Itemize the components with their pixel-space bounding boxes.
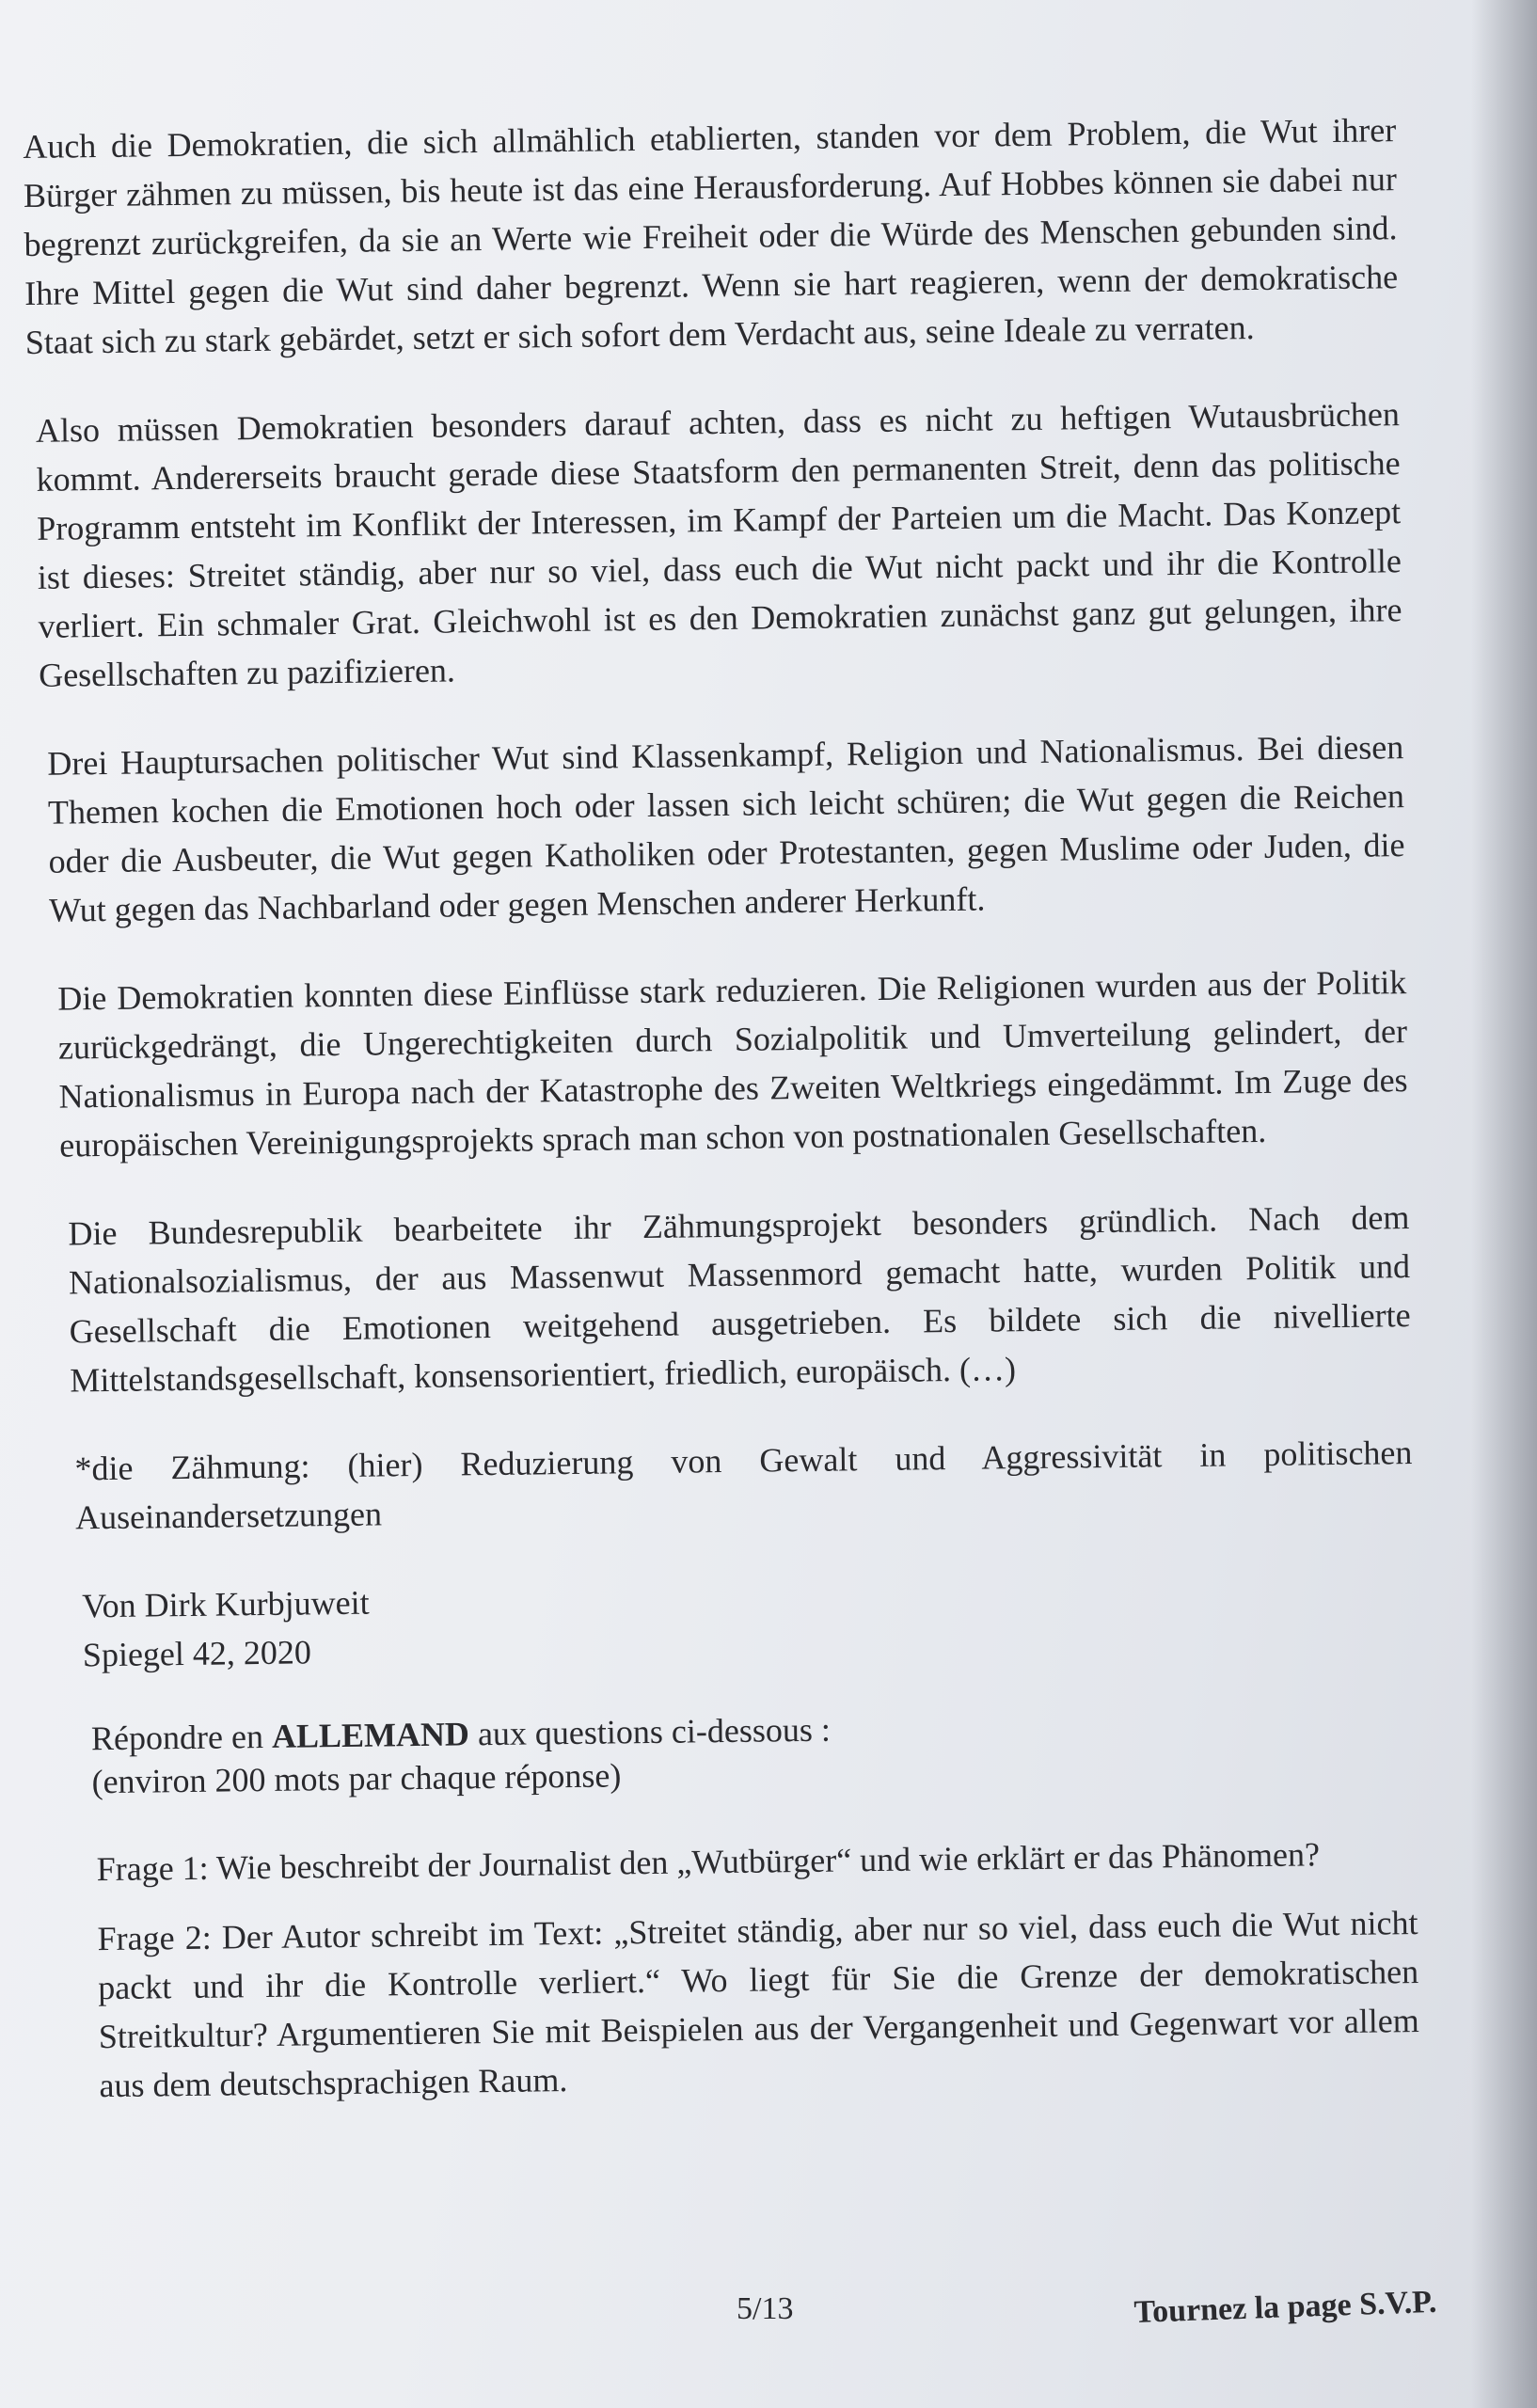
paragraph-5: Die Bundesrepublik bearbeitete ihr Zähmungsprojekt besonders gründlich. Nach dem Nationalsozialismus, der aus Massenwut Massenmord gemacht hatte, wurden Politik und Gesellschaft die Emotionen weitgehend ausgetrieben. Es bildete sich die nivellierte Mittelstandsgesellschaft, konsensorientiert, friedlich, europäisch. (…) [68, 1198, 1411, 1400]
paragraph-4: Die Demokratien konnten diese Einflüsse stark reduzieren. Die Religionen wurden aus der Politik zurückgedrängt, die Ungerechtigkeiten durch Sozialpolitik und Umverteilung gelindert, der Nationalismus in Europa nach der Katastrophe des Zweiten Weltkriegs eingedämmt. Im Zuge des europäischen Vereinigungsprojekts sprach man schon von postnationalen Gesellschaften. [57, 963, 1408, 1164]
paragraph-2: Also müssen Demokratien besonders darauf achten, dass es nicht zu heftigen Wutausbrüchen kommt. Andererseits braucht gerade diese Staatsform den permanenten Streit, denn das politische Programm entsteht im Konflikt der Interessen, im Kampf der Parteien um die Macht. Das Konzept ist dieses: Streitet ständig, aber nur so viel, dass euch die Wut nicht packt und ihr die Kontrolle verliert. Ein schmaler Grat. Gleichwohl ist es den Demokratien zunächst ganz gut gelungen, ihre Gesellschaften zu pazifizieren. [35, 395, 1402, 694]
turn-page-note: Tournez la page S.V.P. [1133, 2284, 1437, 2330]
page-number: 5/13 [737, 2291, 794, 2326]
paragraph-3: Drei Hauptursachen politischer Wut sind Klassenkampf, Religion und Nationalismus. Bei diesen Themen kochen die Emotionen hoch oder lassen sich leicht schüren; die Wut gegen die Reichen oder die Ausbeuter, die Wut gegen Katholiken oder Protestanten, gegen Muslime oder Juden, die Wut gegen das Nachbarland oder gegen Menschen anderer Herkunft. [47, 728, 1405, 929]
source-line: Spiegel 42, 2020 [82, 1633, 312, 1674]
instructions-note: (environ 200 mots par chaque réponse) [91, 1756, 622, 1801]
instructions-block [91, 1701, 1417, 1803]
instructions-prefix: Répondre en [90, 1717, 273, 1758]
question-2: Frage 2: Der Autor schreibt im Text: „Streitet ständig, aber nur so viel, dass euch die Wut nicht packt und ihr die Kontrolle verliert.“ Wo liegt für Sie die Grenze der demokratischen Streitkultur? Argumentieren Sie mit Beispielen aus der Vergangenheit und Gegenwart vor allem aus dem deutschsprachigen Raum. [97, 1904, 1420, 2105]
instructions-language: ALLEMAND [271, 1715, 470, 1755]
page-content [23, 105, 1420, 2131]
instructions-suffix: aux questions ci-dessous : [468, 1710, 832, 1753]
author-block [82, 1565, 1415, 1679]
paragraph-1: Auch die Demokratien, die sich allmählich etablierten, standen vor dem Problem, die Wut ihrer Bürger zähmen zu müssen, bis heute ist das eine Herausforderung. Auf Hobbes können sie dabei nur begrenzt zurückgreifen, da sie an Werte wie Freiheit oder die Würde des Menschen gebunden sind. Ihre Mittel gegen die Wut sind daher begrenzt. Wenn sie hart reagieren, wenn der demokratische Staat sich zu stark gebärdet, setzt er sich sofort dem Verdacht aus, seine Ideale zu verraten. [23, 111, 1399, 361]
author-line: Von Dirk Kurbjuweit [82, 1583, 370, 1625]
footnote: *die Zähmung: (hier) Reduzierung von Gewalt und Aggressivität in politischen Auseinandersetzungen [74, 1434, 1413, 1537]
question-1: Frage 1: Wie beschreibt der Journalist den „Wutbürger“ und wie erklärt er das Phänomen? [96, 1835, 1321, 1889]
page-footer [0, 2276, 1537, 2361]
